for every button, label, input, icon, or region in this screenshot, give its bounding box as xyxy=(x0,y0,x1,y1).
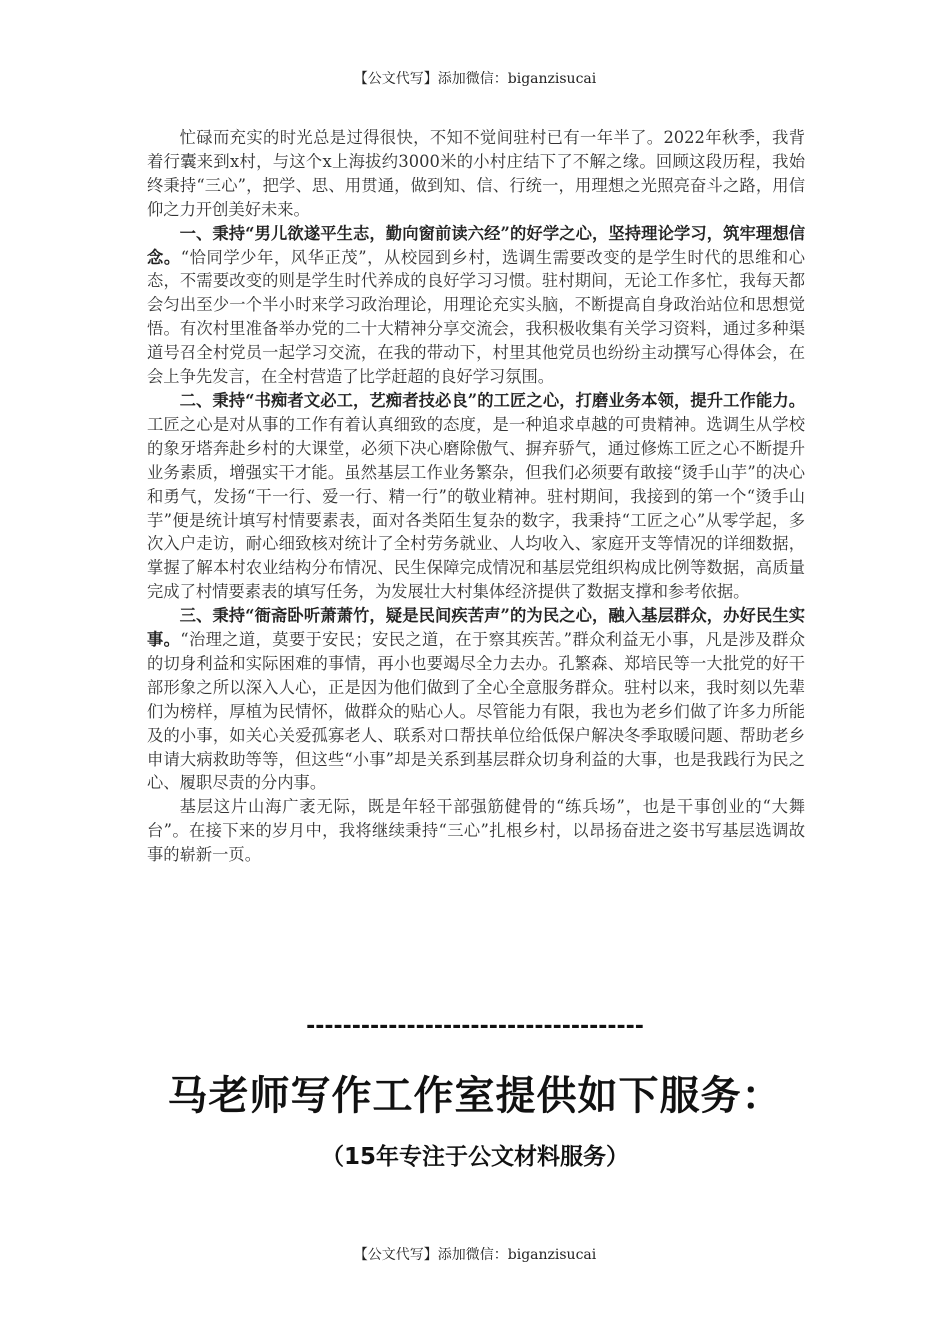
section-heading: 一、秉持“男儿欲遂平生志，勤向窗前读六经”的好学之心，坚持理论学习，筑牢理想信念。 xyxy=(147,223,805,267)
paragraph-text: “恰同学少年，风华正茂”，从校园到乡村，选调生需要改变的是学生时代的思维和心态，不需要改变的则是学生时代养成的良好学习习惯。驻村期间，无论工作多忙，我每天都会匀出至少一个半小时来学习政治理论，用理论充实头脑，不断提高自身政治站位和思想觉悟。有次村里准备举办党的二十大精神分享交流会，我积极收集有关学习资料，通过多种渠道号召全村党员一起学习交流，在我的带动下，村里其他党员也纷纷主动撰写心得体会，在会上争先发言，在全村营造了比学赶超的良好学习氛围。 xyxy=(147,247,805,387)
paragraph-text: “治理之道，莫要于安民；安民之道，在于察其疾苦。”群众利益无小事，凡是涉及群众的切身利益和实际困难的事情，再小也要竭尽全力去办。孔繁森、郑培民等一大批党的好干部形象之所以深入人心，正是因为他们做到了全心全意服务群众。驻村以来，我时刻以先辈们为榜样，厚植为民情怀，做群众的贴心人。尽管能力有限，我也为老乡们做了许多力所能及的小事，如关心关爱孤寡老人、联系对口帮扶单位给低保户解决冬季取暖问题、帮助老乡申请大病救助等等，但这些“小事”却是关系到基层群众切身利益的大事，也是我践行为民之心、履职尽责的分内事。 xyxy=(147,630,805,793)
paragraph-section-3 xyxy=(147,604,805,795)
paragraph-section-2 xyxy=(147,389,805,604)
paragraph-conclusion xyxy=(147,795,805,867)
paragraph-intro xyxy=(147,126,805,222)
page-header: 【公文代写】添加微信：biganzisucai xyxy=(353,71,597,87)
article-body xyxy=(147,126,805,867)
promo-subtitle: （15年专注于公文材料服务） xyxy=(320,1144,629,1170)
paragraph-text: 工匠之心是对从事的工作有着认真细致的态度，是一种追求卓越的可贵精神。选调生从学校的象牙塔奔赴乡村的大课堂，必须下决心磨除傲气、摒弃骄气，通过修炼工匠之心不断提升业务素质，增强实干才能。虽然基层工作业务繁杂，但我们必须要有敢接“烫手山芋”的决心和勇气，发扬“干一行、爱一行、精一行”的敬业精神。驻村期间，我接到的第一个“烫手山芋”便是统计填写村情要素表，面对各类陌生复杂的数字，我秉持“工匠之心”从零学起，多次入户走访，耐心细致核对统计了全村劳务就业、人均收入、家庭开支等情况的详细数据，掌握了解本村农业结构分布情况、民生保障完成情况和基层党组织构成比例等数据，高质量完成了村情要素表的填写任务，为发展壮大村集体经济提供了数据支撑和参考依据。 xyxy=(147,414,805,602)
page-footer: 【公文代写】添加微信：biganzisucai xyxy=(353,1247,597,1263)
paragraph-text: 忙碌而充实的时光总是过得很快，不知不觉间驻村已有一年半了。2022年秋季，我背着行囊来到x村，与这个x上海拔约3000米的小村庄结下了不解之缘。回顾这段历程，我始终秉持“三心”，把学、思、用贯通，做到知、信、行统一，用理想之光照亮奋斗之路，用信仰之力开创美好未来。 xyxy=(147,128,805,219)
paragraph-text: 基层这片山海广袤无际，既是年轻干部强筋健骨的“练兵场”，也是干事创业的“大舞台”。在接下来的岁月中，我将继续秉持“三心”扎根乡村，以昂扬奋进之姿书写基层选调故事的崭新一页。 xyxy=(147,797,805,865)
divider-line: ------------------------------------- xyxy=(306,1014,644,1039)
promo-title: 马老师写作工作室提供如下服务： xyxy=(167,1073,783,1119)
section-heading: 二、秉持“书痴者文必工，艺痴者技必良”的工匠之心，打磨业务本领，提升工作能力。 xyxy=(179,390,805,410)
section-heading: 三、秉持“衙斋卧听萧萧竹，疑是民间疾苦声”的为民之心，融入基层群众，办好民生实事。 xyxy=(147,606,805,650)
paragraph-section-1 xyxy=(147,222,805,389)
